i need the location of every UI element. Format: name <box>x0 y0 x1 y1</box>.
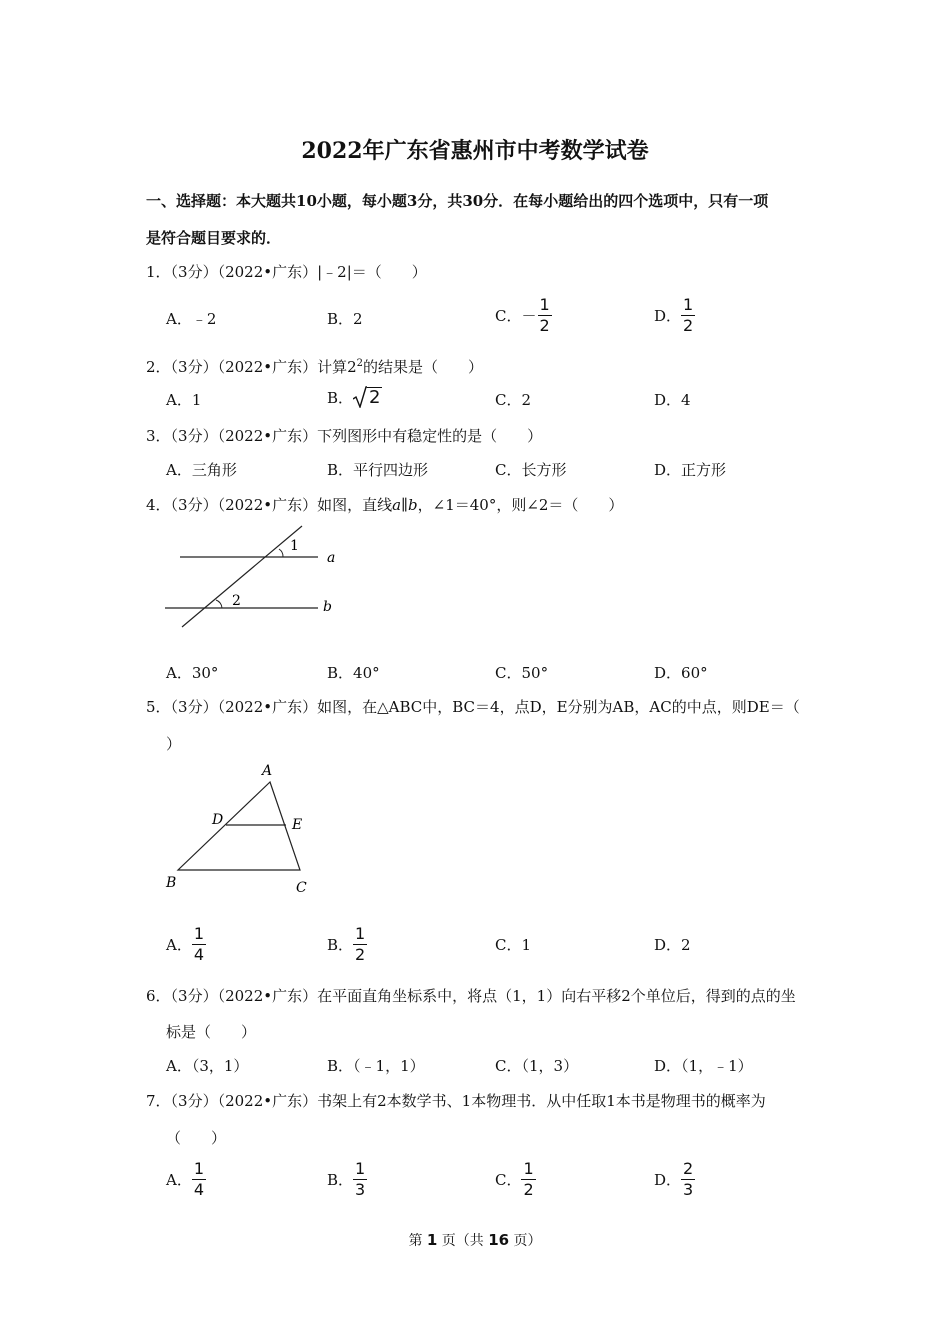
line-b-label: b <box>323 599 332 615</box>
footer-mid: 页（共 <box>437 1233 489 1249</box>
q3-option-b: B．平行四边形 <box>327 461 429 479</box>
q7-option-a <box>166 1161 206 1198</box>
q3-option-c: C．长方形 <box>495 461 567 479</box>
q6-option-d: D．（1，﹣1） <box>654 1057 753 1075</box>
footer-post: 页） <box>509 1233 542 1249</box>
vertex-a-label: A <box>262 763 273 779</box>
q5-option-a <box>166 926 206 963</box>
angle2-arc <box>216 600 222 608</box>
vertex-c-label: C <box>296 880 307 896</box>
footer-total-pages: 16 <box>488 1231 510 1249</box>
q7-b-fraction <box>353 1161 367 1198</box>
q5-option-c: C．1 <box>495 936 532 954</box>
q7-d-num: 2 <box>683 1159 694 1178</box>
q2-option-d: D．4 <box>654 391 691 409</box>
q4-option-c: C．50° <box>495 664 549 682</box>
q1-option-b: B．2 <box>327 310 363 328</box>
q5-a-num: 1 <box>193 924 205 943</box>
q7-b-den: 3 <box>355 1180 366 1199</box>
section-heading-line1: 一、选择题：本大题共10小题，每小题3分，共30分．在每小题给出的四个选项中，只有一项 <box>146 192 769 210</box>
q2-b-radicand: 2 <box>369 387 381 408</box>
transversal-line <box>182 526 302 627</box>
q7-c-label: C． <box>495 1171 522 1189</box>
point-e-label: E <box>292 817 303 833</box>
angle1-label: 1 <box>290 538 299 554</box>
q1-c-label: C． <box>495 307 522 325</box>
q7-d-den: 3 <box>683 1180 694 1199</box>
triangle-abc <box>178 782 303 870</box>
q4-parallel-lines-figure <box>160 520 360 640</box>
q3-option-a: A．三角形 <box>166 461 237 479</box>
q7-c-fraction <box>521 1161 535 1198</box>
q6-option-c: C．（1，3） <box>495 1057 579 1075</box>
q7-b-num: 1 <box>355 1159 366 1178</box>
q1-option-a: A．﹣2 <box>166 310 217 328</box>
q4-option-a: A．30° <box>166 664 219 682</box>
q1-c-den: 2 <box>539 316 550 335</box>
q1-d-num: 1 <box>683 295 694 314</box>
q4-stem-pre: 4．（3分）（2022•广东）如图，直线 <box>146 496 393 514</box>
q4-stem-post: ，∠1＝40°，则∠2＝（ ） <box>417 496 624 514</box>
q5-a-den: 4 <box>193 945 205 964</box>
q7-c-num: 1 <box>523 1159 534 1178</box>
q5-b-label: B． <box>327 936 354 954</box>
q7-a-num: 1 <box>193 1159 205 1178</box>
q7-option-b <box>327 1161 367 1198</box>
angle1-arc <box>279 549 283 557</box>
radical-sign-icon <box>353 386 367 408</box>
q7-a-fraction <box>192 1161 206 1198</box>
q1-c-num: 1 <box>539 295 550 314</box>
q7-d-fraction <box>681 1161 695 1198</box>
q2-stem-post: 的结果是（ ） <box>363 358 484 376</box>
q4-stem <box>146 494 623 515</box>
q5-option-b <box>327 926 367 963</box>
q7-a-den: 4 <box>193 1180 205 1199</box>
q7-stem-line2: （ ） <box>166 1129 227 1147</box>
q5-b-fraction <box>353 926 367 963</box>
q2-option-a: A．1 <box>166 391 202 409</box>
q4-var-b: b <box>408 496 418 514</box>
q5-stem-line2: ） <box>166 735 182 753</box>
q7-b-label: B． <box>327 1171 354 1189</box>
q5-b-num: 1 <box>355 924 366 943</box>
q1-d-den: 2 <box>683 316 694 335</box>
q7-d-label: D． <box>654 1171 682 1189</box>
q6-option-a: A．（3，1） <box>166 1057 249 1075</box>
q1-c-sign: － <box>521 307 537 325</box>
q1-c-fraction <box>538 297 552 334</box>
q1-stem: 1．（3分）（2022•广东）|﹣2|＝（ ） <box>146 263 427 281</box>
q2-stem <box>146 356 483 377</box>
q5-triangle-figure <box>160 758 320 898</box>
q3-option-d: D．正方形 <box>654 461 727 479</box>
q2-option-c: C．2 <box>495 391 532 409</box>
q4-option-b: B．40° <box>327 664 380 682</box>
point-d-label: D <box>212 812 224 828</box>
vertex-b-label: B <box>166 875 177 891</box>
q2-option-b <box>327 386 382 408</box>
q7-a-label: A． <box>166 1171 192 1189</box>
page-title: 2022年广东省惠州市中考数学试卷 <box>301 138 649 164</box>
q4-parallel: ∥ <box>401 496 409 514</box>
angle2-label: 2 <box>232 593 241 609</box>
q4-option-d: D．60° <box>654 664 708 682</box>
q2-stem-pre: 2．（3分）（2022•广东）计算2 <box>146 358 357 376</box>
q5-a-fraction <box>192 926 206 963</box>
q7-c-den: 2 <box>523 1180 534 1199</box>
footer-page-number: 1 <box>426 1231 438 1249</box>
q5-option-d: D．2 <box>654 936 691 954</box>
sqrt-symbol <box>353 386 382 408</box>
q7-option-c <box>495 1161 536 1198</box>
q5-stem-line1: 5．（3分）（2022•广东）如图，在△ABC中，BC＝4，点D，E分别为AB，AC的中点，则DE＝（ <box>146 698 800 716</box>
line-a-label: a <box>327 550 336 566</box>
q6-option-b: B．（﹣1，1） <box>327 1057 425 1075</box>
footer-pre: 第 <box>408 1233 427 1249</box>
q1-d-label: D． <box>654 307 682 325</box>
q5-a-label: A． <box>166 936 192 954</box>
q7-option-d <box>654 1161 695 1198</box>
q1-option-c <box>495 297 552 334</box>
page-footer <box>0 1230 950 1250</box>
q2-stem-sup: 2 <box>356 358 364 369</box>
q2-b-label: B． <box>327 388 354 407</box>
q4-var-a: a <box>392 496 402 514</box>
q7-stem-line1: 7．（3分）（2022•广东）书架上有2本数学书、1本物理书．从中任取1本书是物理书的概率为 <box>146 1092 766 1110</box>
q3-stem: 3．（3分）（2022•广东）下列图形中有稳定性的是（ ） <box>146 427 543 445</box>
q1-option-d <box>654 297 695 334</box>
section-heading-line2: 是符合题目要求的． <box>146 229 282 247</box>
q1-d-fraction <box>681 297 695 334</box>
q6-stem-line1: 6．（3分）（2022•广东）在平面直角坐标系中，将点（1，1）向右平移2个单位后，得到的点的坐 <box>146 987 796 1005</box>
q6-stem-line2: 标是（ ） <box>166 1023 257 1041</box>
q5-b-den: 2 <box>355 945 366 964</box>
